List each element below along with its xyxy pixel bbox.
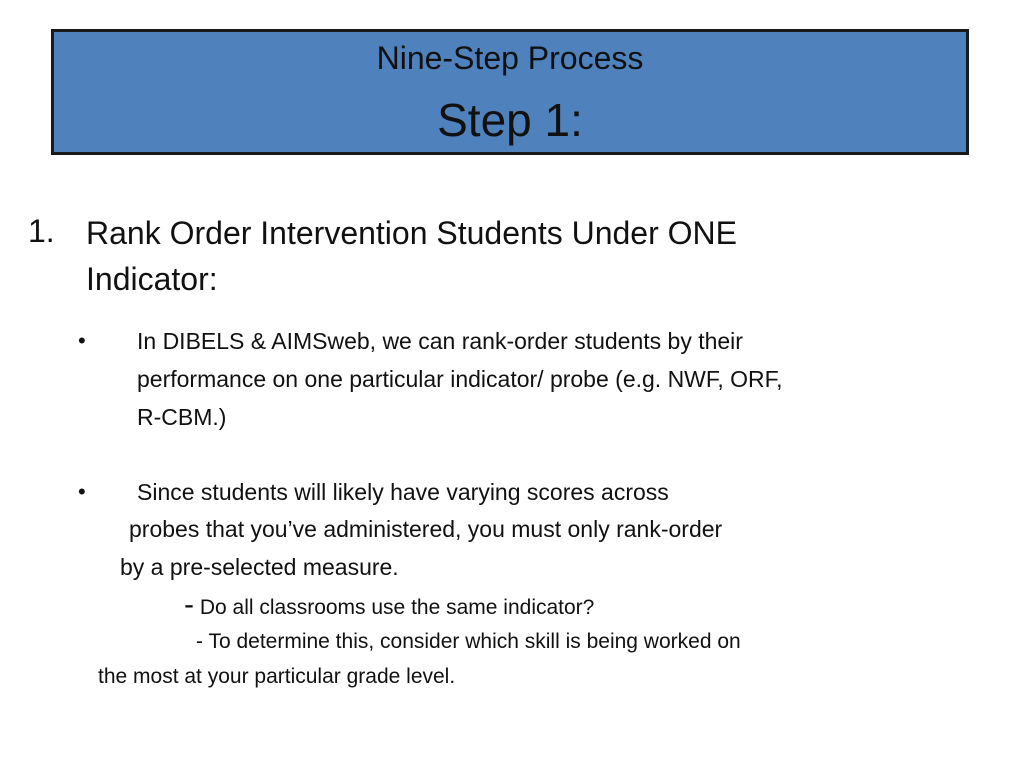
heading-number: 1. [28, 213, 55, 249]
bullet-marker-1: • [78, 328, 86, 353]
bullet-1-line-1: In DIBELS & AIMSweb, we can rank-order students by their [137, 328, 743, 354]
sub-item-1-text: Do all classrooms use the same indicator? [194, 596, 595, 619]
sub-item-1-dash: - [184, 588, 194, 621]
heading-line-2: Indicator: [86, 261, 218, 297]
bullet-1-text [137, 322, 997, 436]
sub-item-2-line-2: the most at your particular grade level. [98, 665, 456, 688]
sub-item-1 [184, 590, 884, 623]
bullet-1-line-3: R-CBM.) [137, 404, 227, 430]
heading-text [86, 210, 946, 302]
sub-item-2-line-1: - To determine this, consider which skill is being worked on [196, 630, 741, 653]
bullet-1-line-2: performance on one particular indicator/ probe (e.g. NWF, ORF, [137, 366, 783, 392]
bullet-marker-2: • [78, 479, 86, 504]
slide-title: Nine-Step Process [376, 40, 644, 76]
bullet-2-line-2: probes that you’ve administered, you must only rank-order [129, 516, 723, 542]
title-box [51, 29, 969, 155]
bullet-2-line-1: Since students will likely have varying scores across [137, 479, 669, 505]
heading-line-1: Rank Order Intervention Students Under ONE [86, 215, 737, 251]
slide-subtitle: Step 1: [437, 94, 583, 146]
bullet-2-line-3: by a pre-selected measure. [120, 554, 399, 580]
